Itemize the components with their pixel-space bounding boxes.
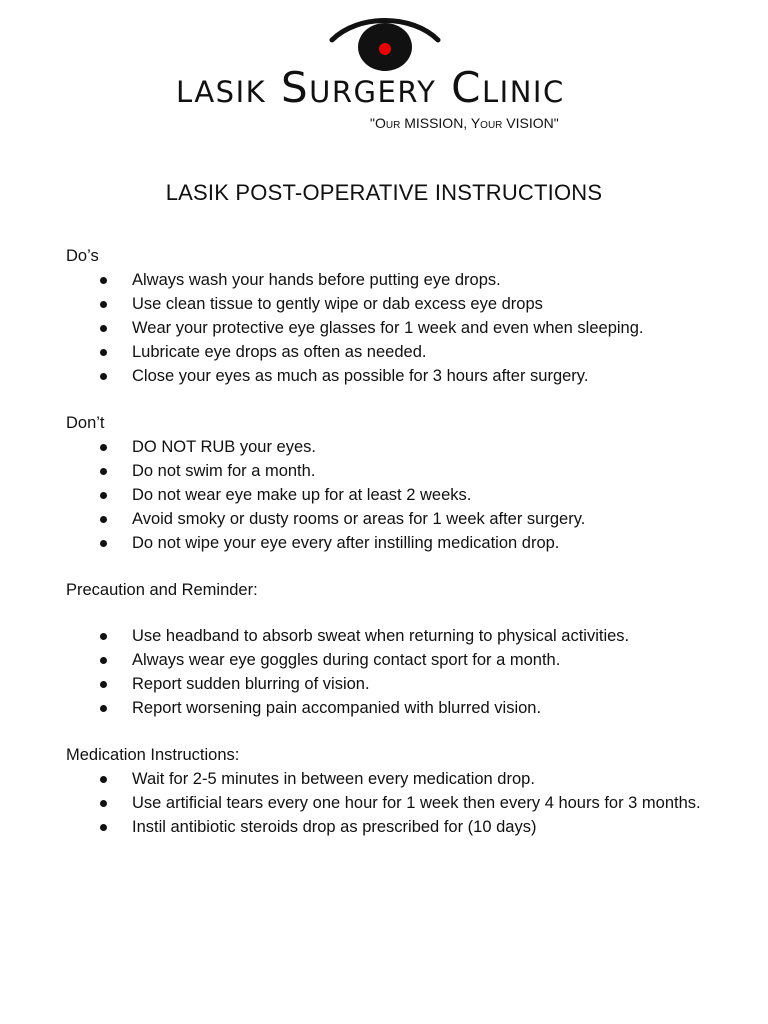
bullet-icon [100, 301, 107, 308]
bullet-icon [100, 516, 107, 523]
bullet-icon [100, 705, 107, 712]
list-item [66, 624, 726, 648]
list-item-text: Report worsening pain accompanied with blurred vision. [132, 699, 542, 717]
bullet-icon [100, 657, 107, 664]
bullet-icon [100, 325, 107, 332]
list-item-text: Close your eyes as much as possible for 3 hours after surgery. [132, 367, 589, 385]
list-item-text: Always wash your hands before putting eye drops. [132, 271, 501, 289]
list-item-text: Use headband to absorb sweat when returning to physical activities. [132, 627, 630, 645]
list-item-text: Wear your protective eye glasses for 1 week and even when sleeping. [132, 319, 644, 337]
bullet-icon [100, 776, 107, 783]
list-item [66, 459, 726, 483]
list-item [66, 791, 726, 815]
section-precaution [66, 578, 726, 720]
bullet-icon [100, 444, 107, 451]
list-item-text: DO NOT RUB your eyes. [132, 438, 316, 456]
eye-pupil [379, 43, 391, 55]
list-item [66, 672, 726, 696]
medication-list [66, 767, 726, 839]
list-item [66, 435, 726, 459]
page-title: LASIK POST-OPERATIVE INSTRUCTIONS [165, 180, 603, 205]
bullet-icon [100, 824, 107, 831]
dos-list [66, 268, 726, 388]
list-item [66, 340, 726, 364]
list-item-text: Always wear eye goggles during contact sport for a month. [132, 651, 561, 669]
list-item [66, 316, 726, 340]
bullet-icon [100, 373, 107, 380]
bullet-icon [100, 681, 107, 688]
section-heading-dos: Do’s [66, 247, 99, 265]
bullet-icon [100, 349, 107, 356]
list-item [66, 483, 726, 507]
list-item [66, 767, 726, 791]
section-donts [66, 411, 726, 555]
list-item [66, 648, 726, 672]
bullet-icon [100, 468, 107, 475]
section-dos [66, 244, 726, 388]
bullet-icon [100, 277, 107, 284]
donts-list [66, 435, 726, 555]
list-item-text: Do not wipe your eye every after instilling medication drop. [132, 534, 560, 552]
list-item [66, 364, 726, 388]
list-item [66, 268, 726, 292]
list-item-text: Do not swim for a month. [132, 462, 316, 480]
list-item-text: Do not wear eye make up for at least 2 weeks. [132, 486, 472, 504]
precaution-list [66, 624, 726, 720]
list-item [66, 696, 726, 720]
list-item-text: Report sudden blurring of vision. [132, 675, 370, 693]
list-item [66, 292, 726, 316]
section-medication [66, 743, 726, 839]
bullet-icon [100, 800, 107, 807]
list-item-text: Use artificial tears every one hour for 1 week then every 4 hours for 3 months. [132, 794, 701, 812]
list-item [66, 507, 726, 531]
list-item-text: Instil antibiotic steroids drop as prescribed for (10 days) [132, 818, 537, 836]
clinic-name-logo: lasik Surgery Clinic [176, 63, 565, 112]
section-heading-precaution: Precaution and Reminder: [66, 581, 258, 599]
list-item-text: Use clean tissue to gently wipe or dab excess eye drops [132, 295, 543, 313]
bullet-icon [100, 540, 107, 547]
section-heading-donts: Don’t [66, 414, 105, 432]
section-heading-medication: Medication Instructions: [66, 746, 240, 764]
clinic-tagline: "Our MISSION, Your VISION" [370, 115, 559, 131]
list-item-text: Avoid smoky or dusty rooms or areas for 1 week after surgery. [132, 510, 586, 528]
list-item-text: Lubricate eye drops as often as needed. [132, 343, 427, 361]
bullet-icon [100, 492, 107, 499]
bullet-icon [100, 633, 107, 640]
list-item [66, 531, 726, 555]
list-item-text: Wait for 2-5 minutes in between every medication drop. [132, 770, 535, 788]
list-item [66, 815, 726, 839]
